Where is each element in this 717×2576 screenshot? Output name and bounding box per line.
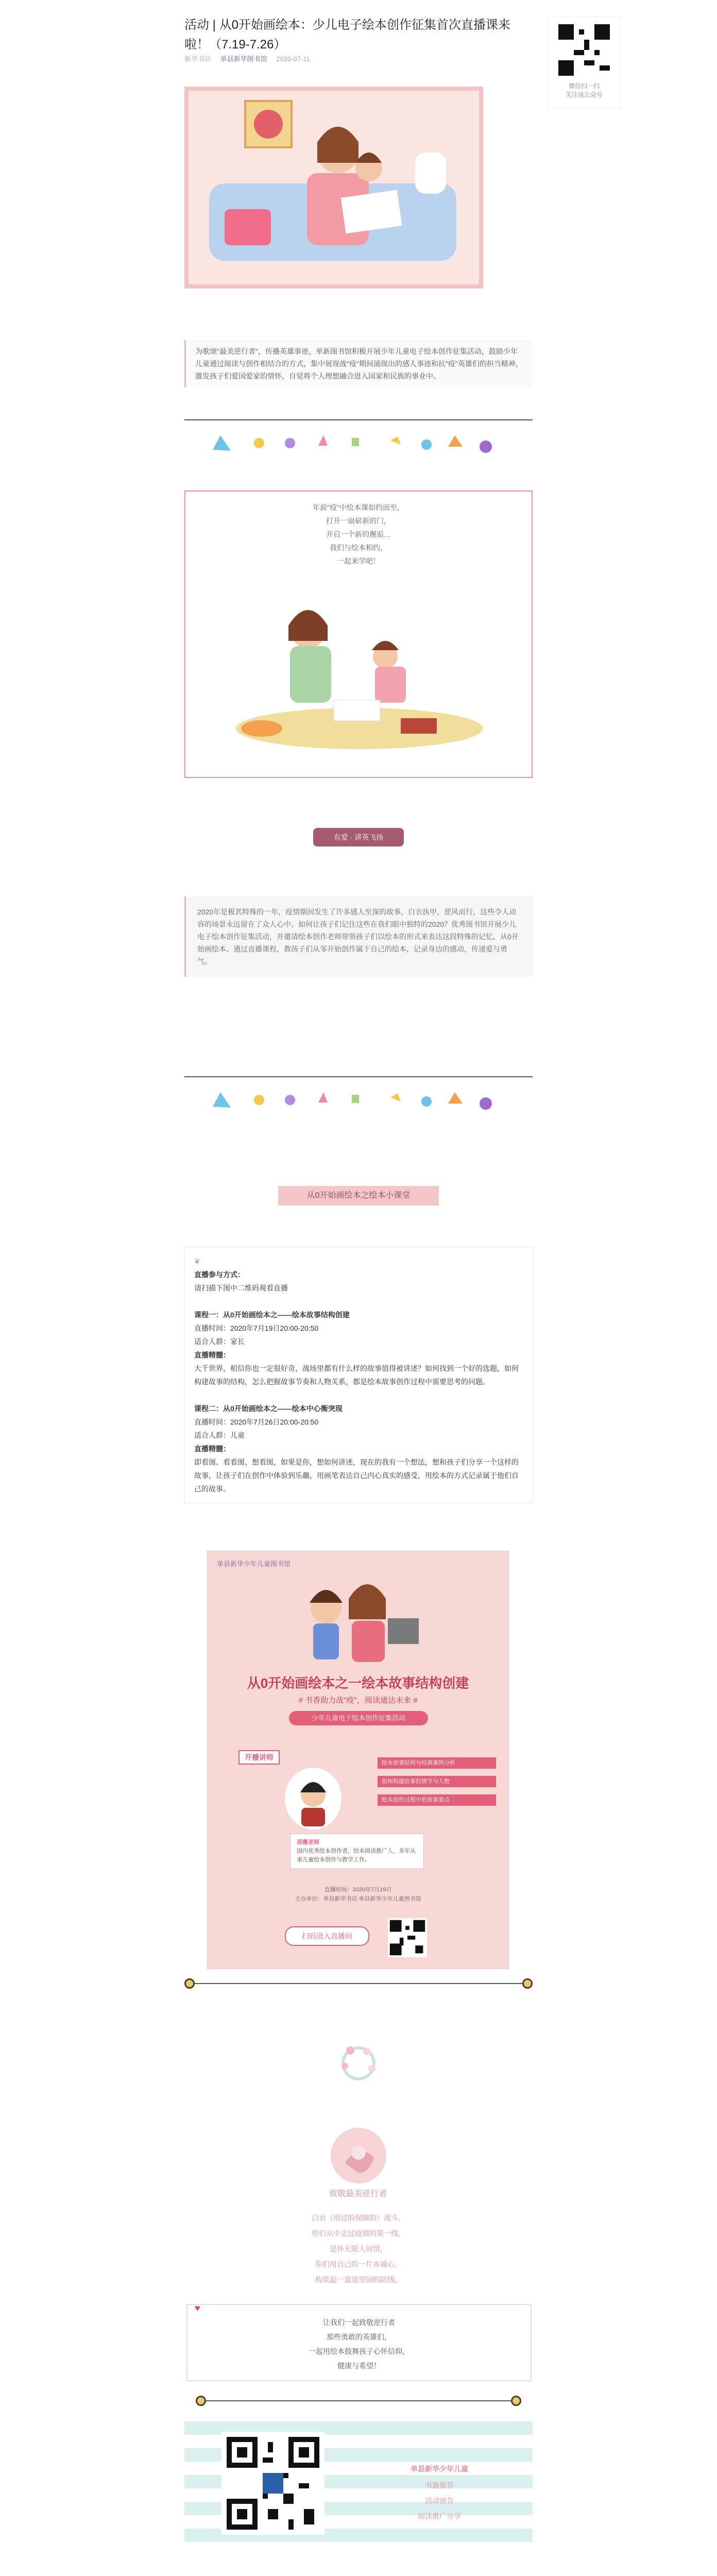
qr-code-icon[interactable] [221,2432,325,2535]
poster-time: 直播时间：2020年7月19日 [324,1887,392,1893]
poem-line: 打开一扇崭新的门， [326,517,391,525]
teacher-avatar [285,1768,342,1829]
tribute-line: 你们用自己的一片赤诚心， [315,2260,402,2268]
course1-time: 直播时间：2020年7月19日20:00-20:50 [194,1324,319,1332]
poster-topic: 绘本故事结构与经典案例分析 [378,1757,496,1769]
qr-caption-1: 微信扫一扫 [568,82,600,90]
reading-illustration [231,589,488,754]
follow-qr-panel [548,16,621,108]
callout-line: 那些勇敢的英雄们， [327,2333,391,2341]
family-illustration [285,1572,429,1665]
poster-brand: 单县新华少年儿童图书馆 [217,1560,291,1568]
ornament-divider [184,1973,533,1994]
footer-nav-item[interactable]: 活动预告 [425,2497,454,2505]
intro-paragraph: 为歌颂"最美逆行者"，传播英雄事迹，单新图书馆积极开展少年儿童电子绘本创作征集活动，鼓励少年儿童通过阅读与创作相结合的方式，集中展现战"疫"期间涌现出的感人事迹和抗"疫"英雄们的担当精神，激发孩子们爱国爱家的情怀，自觉将个人理想融合进入国家和民族的事业中。 [184,340,533,387]
poem-line: 年前"疫"中绘本课如约而至， [313,503,404,512]
footer-nav-item[interactable]: 书籍推荐 [425,2481,454,2489]
course2-points-label: 直播精髓： [194,1445,230,1453]
poster-topic: 绘本创作过程中的故事要点 [378,1794,496,1806]
tribute-line: 构筑起一道道坚固的防线。 [315,2276,402,2284]
flower-wreath-icon [330,2040,387,2087]
article-title: 活动 | 从0开始画绘本：少儿电子绘本创作征集首次直播课来啦！（7.19-7.26） [184,18,510,52]
footer-nav-title[interactable]: 单县新华少年儿童 [411,2465,468,2473]
closing-callout [186,2304,532,2381]
tribute-photo [330,2127,387,2184]
poster-topic: 如何构建故事的情节与人物 [378,1776,496,1787]
poster-badge: 少年儿童电子绘本创作征集活动 [289,1711,428,1725]
meta-source: 新华书店 [184,55,212,63]
course2-title: 课程二：从0开始画绘本之——绘本中心衡突现 [194,1404,343,1413]
poster-headline: 从0开始画绘本之一绘本故事结构创建 [247,1675,469,1691]
poem-line: 我们与绘本相约， [330,544,387,552]
section-title: 从0开始画绘本之绘本小课堂 [278,1186,439,1206]
course2-audience: 适合人群：儿童 [194,1431,245,1439]
course1-audience: 适合人群：家长 [194,1337,245,1346]
poster-host: 主办单位：单县新华书店 单县新华少年儿童图书馆 [295,1896,421,1902]
poster-live-label: 开播讲师 [238,1750,280,1765]
ornament-divider [196,2391,521,2411]
qr-caption-2: 关注该公众号 [565,91,603,98]
callout-line: 健康与希望！ [337,2362,381,2370]
meta-date: 2020-07-11 [276,55,310,63]
course-details [184,1247,533,1503]
live-poster [207,1551,509,1969]
story-paragraph: 2020年是极其特殊的一年，疫情期间发生了许多感人至深的故事，白衣执甲，逆风而行，这些令人动容的场景永远留在了众人心中。如何让孩子们记住这些在我们眼中独特的2020？优秀图书馆开展少儿电子绘本创作征集活动，并邀请绘本创作老师带领孩子们以绘本的形式来表达这段特殊的记忆，从0开始画绘本。通过直播课程，教孩子们从零开始创作属于自己的绘本，记录身边的感动，传递爱与勇气。 [184,896,533,977]
tribute-line: 白衣（用过的保障的）战斗， [312,2214,405,2222]
tribute-line: 你们从中走过疫情的第一线， [312,2229,405,2238]
bunting-decoration [184,415,533,461]
article-meta [184,54,533,63]
callout-line: 让我们一起致敬逆行者 [323,2318,395,2327]
hero-illustration [184,87,483,289]
qr-code-icon [558,24,610,76]
course1-title: 课程一：从0开始画绘本之——绘本故事结构创建 [194,1311,350,1319]
course2-time: 直播时间：2020年7月26日20:00-20:50 [194,1418,319,1426]
bunting-decoration [184,1072,533,1118]
tribute-poem [184,2210,533,2287]
method-text: 请扫描下图中二维码观看直播 [194,1284,288,1292]
join-live-button[interactable]: 扫码进入直播间 [285,1926,369,1946]
poem-line: 开启一个新的邂逅… [326,530,391,538]
tribute-line: 是怀无限人间情， [330,2245,387,2253]
callout-line: 一起用绘本鼓舞孩子心怀信仰， [309,2347,409,2355]
course2-points: 即看图、看看图、想看图，如果是你，想如何讲述，现在的我有一个想法，想和孩子们分享一个这样的故事，让孩子们在创作中体验到乐趣，用画笔表达自己内心真实的感受，用绘本的方式记录属于他们自己的故事。 [194,1458,519,1493]
tribute-caption: 致敬最美逆行者 [329,2190,387,2198]
poem-line: 一起来学吧！ [337,557,380,565]
qr-code-icon[interactable] [388,1918,427,1957]
course1-points-label: 直播精髓： [194,1351,230,1359]
meta-account-link[interactable]: 单县新华图书馆 [220,55,267,63]
footer-nav-item[interactable]: 阅读推广分享 [418,2512,461,2520]
footer-panel [184,2421,533,2560]
teacher-name: 邵薇老师 [297,1839,319,1845]
tag-badge: 有爱 · 讲英飞扬 [313,828,404,846]
leaf-icon: ❦ [194,1257,200,1265]
teacher-desc: 国内优秀绘本创作者，绘本阅读推广人，多年从事儿童绘本创作与教学工作。 [297,1848,416,1863]
method-label: 直播参与方式： [194,1270,245,1279]
course1-points: 大千世界，相信你也一定很好奇，战场里都有什么样的故事值得被讲述？如何找到一个好的选题，如何构建故事的结构，怎么把握故事节奏和人物关系，都是绘本故事创作过程中需要思考的问题。 [194,1364,519,1386]
heart-icon: ♥ [195,2303,200,2313]
poem-card [184,490,533,778]
poster-subhead: # 书香助力战"疫"，阅读通达未来 # [298,1696,418,1705]
